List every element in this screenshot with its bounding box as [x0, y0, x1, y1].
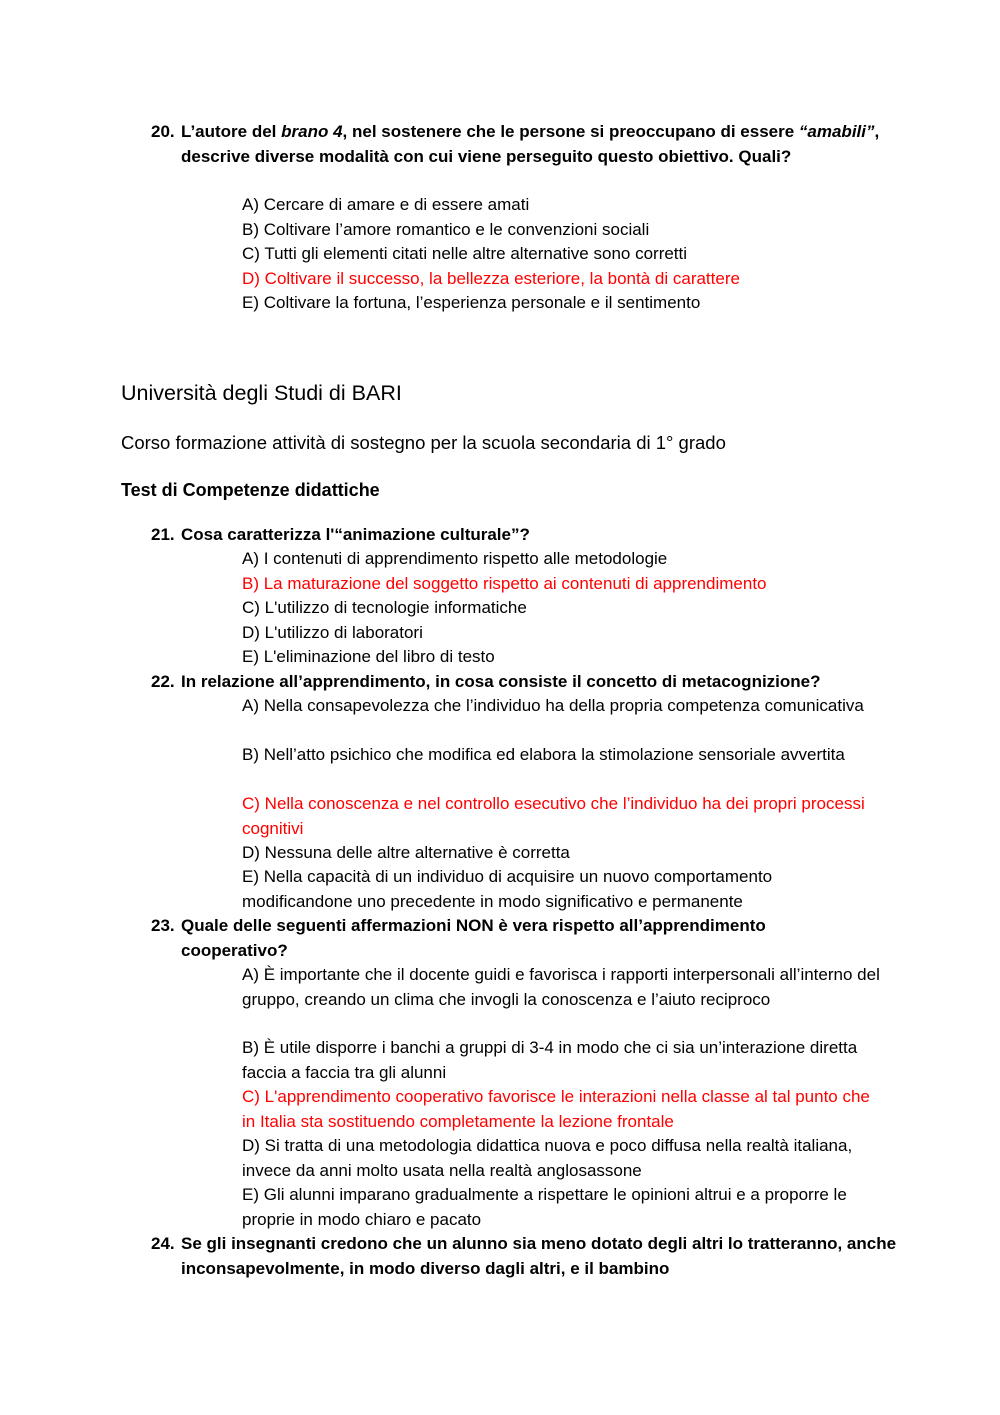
option-d: D) Nessuna delle altre alternative è corretta — [242, 843, 570, 862]
option-b: B) Nell’atto psichico che modifica ed elabora la stimolazione sensoriale avvertita — [242, 745, 845, 764]
option-e: E) L'eliminazione del libro di testo — [242, 647, 495, 666]
question-text — [181, 120, 901, 169]
question-20 — [151, 120, 901, 169]
option-c-correct: C) Nella conoscenza e nel controllo esecutivo che l’individuo ha dei propri processi cognitivi — [242, 794, 865, 838]
question-number: 20. — [151, 122, 175, 141]
option-c: C) Tutti gli elementi citati nelle altre alternative sono corretti — [242, 244, 688, 263]
question-number: 21. — [151, 525, 175, 544]
question-text-part: , nel sostenere che le persone si preoccupano di essere — [342, 122, 799, 141]
question-text-italic: brano 4 — [281, 122, 343, 141]
option-e: E) Gli alunni imparano gradualmente a rispettare le opinioni altrui e a proporre le proprie in modo chiaro e pacato — [242, 1185, 847, 1229]
question-text-part: , descrive diverse modalità con cui viene perseguito questo obiettivo. Quali? — [181, 122, 880, 166]
question-23 — [151, 914, 831, 963]
option-b: B) È utile disporre i banchi a gruppi di 3-4 in modo che ci sia un’interazione diretta faccia a faccia tra gli alunni — [242, 1038, 858, 1082]
option-d-correct: D) Coltivare il successo, la bellezza esteriore, la bontà di carattere — [242, 269, 740, 288]
question-text-part: L’autore del — [181, 122, 282, 141]
university-heading: Università degli Studi di BARI — [121, 381, 402, 405]
option-a: A) È importante che il docente guidi e favorisca i rapporti interpersonali all’interno del gruppo, creando un clima che invogli la conoscenza e l’aiuto reciproco — [242, 965, 880, 1009]
option-c: C) L'utilizzo di tecnologie informatiche — [242, 598, 527, 617]
option-e: E) Nella capacità di un individuo di acquisire un nuovo comportamento modificandone uno precedente in modo significativo e permanente — [242, 867, 773, 911]
question-text-italic: “amabili” — [798, 122, 875, 141]
question-22 — [151, 670, 901, 695]
option-c-correct: C) L'apprendimento cooperativo favorisce le interazioni nella classe al tal punto che in Italia sta sostituendo completamente la lezione frontale — [242, 1087, 870, 1131]
question-21 — [151, 523, 901, 548]
question-text: Cosa caratterizza l'“animazione culturale”? — [181, 525, 530, 544]
option-e: E) Coltivare la fortuna, l’esperienza personale e il sentimento — [242, 293, 701, 312]
question-text: Quale delle seguenti affermazioni NON è vera rispetto all’apprendimento cooperativo? — [181, 916, 766, 960]
question-number: 22. — [151, 672, 175, 691]
option-d: D) L'utilizzo di laboratori — [242, 623, 423, 642]
question-text: In relazione all’apprendimento, in cosa consiste il concetto di metacognizione? — [181, 672, 821, 691]
question-24 — [151, 1232, 901, 1281]
test-title: Test di Competenze didattiche — [121, 480, 380, 500]
option-d: D) Si tratta di una metodologia didattica nuova e poco diffusa nella realtà italiana, invece da anni molto usata nella realtà anglosassone — [242, 1136, 853, 1180]
option-a: A) Cercare di amare e di essere amati — [242, 195, 530, 214]
question-number: 24. — [151, 1234, 175, 1253]
option-a: A) Nella consapevolezza che l’individuo ha della propria competenza comunicativa — [242, 696, 864, 715]
question-text: Se gli insegnanti credono che un alunno sia meno dotato degli altri lo tratteranno, anche inconsapevolmente, in modo diverso dagli altri, e il bambino — [181, 1234, 897, 1278]
question-number: 23. — [151, 916, 175, 935]
option-b: B) Coltivare l’amore romantico e le convenzioni sociali — [242, 220, 650, 239]
option-b-correct: B) La maturazione del soggetto rispetto ai contenuti di apprendimento — [242, 574, 767, 593]
course-subtitle: Corso formazione attività di sostegno per la scuola secondaria di 1° grado — [121, 432, 726, 453]
option-a: A) I contenuti di apprendimento rispetto alle metodologie — [242, 549, 668, 568]
